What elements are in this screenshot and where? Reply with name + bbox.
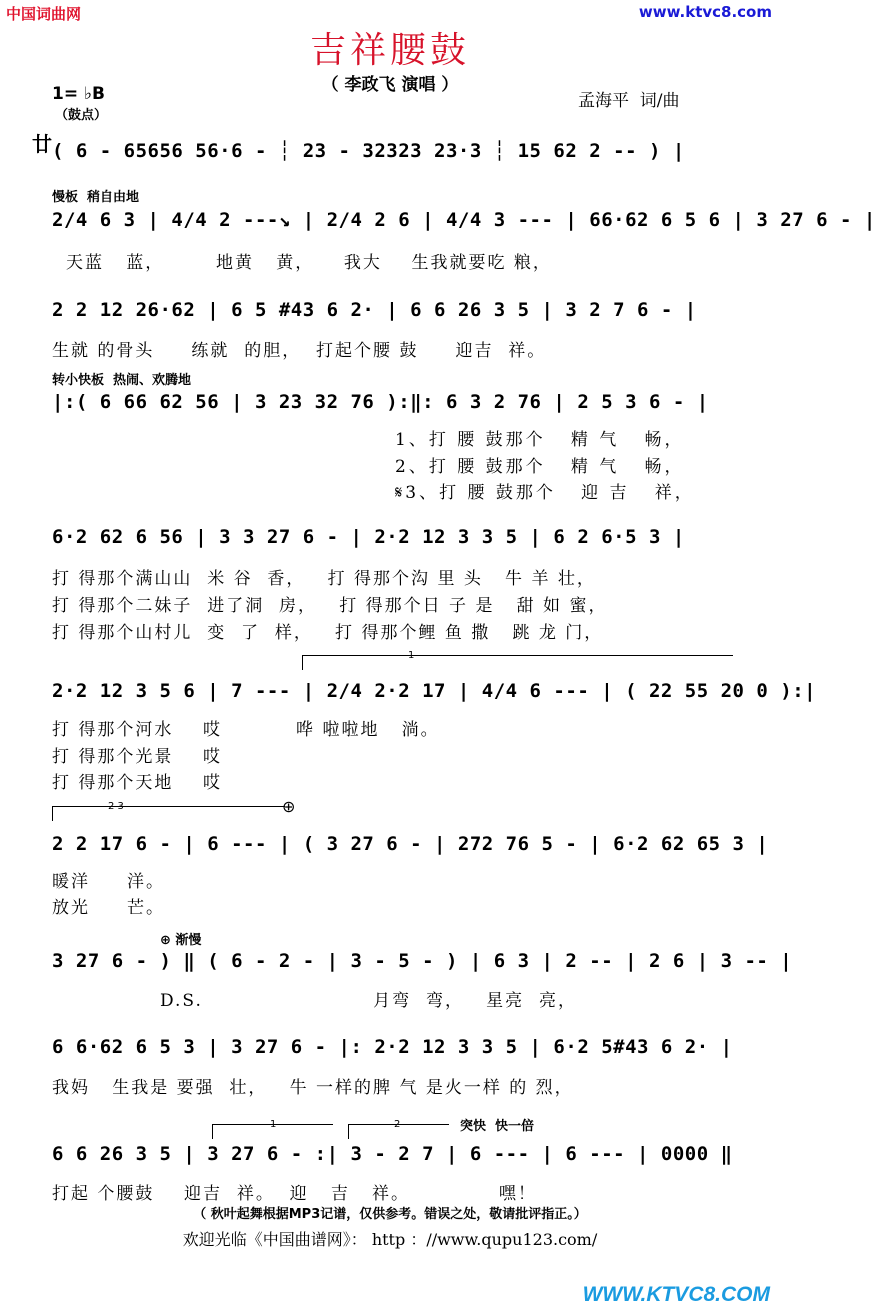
score-line-3: 2 2 12 26·62 | 6 5 #43 6 2· | 6 6 26 3 5 | 3 2 7 6 - |: [52, 299, 697, 321]
volta-label-23: 2 3: [108, 801, 124, 812]
score-line-1: ( 6 - 65656 56·6 - ┆ 23 - 32323 23·3 ┆ 15 62 2 -- ) |: [52, 140, 685, 162]
score-line-6: 2·2 12 3 5 6 | 7 --- | 2/4 2·2 17 | 4/4 6 --- | ( 22 55 20 0 ):|: [52, 680, 817, 702]
tempo-mark-1: 慢板 稍自由地: [52, 190, 140, 205]
volta-label-second-ending: 2: [394, 1119, 401, 1130]
verse-1-lyric: 1、打 腰 鼓那个 精 气 畅，: [395, 430, 685, 450]
verse-2-lyric: 2、打 腰 鼓那个 精 气 畅，: [395, 457, 685, 477]
coda-icon: ⊕: [282, 797, 296, 816]
watermark-right: www.ktvc8.com: [638, 3, 772, 21]
welcome-text: 欢迎光临《中国曲谱网》： http ：//www.qupu123.com/: [182, 1230, 598, 1249]
watermark-bottom: WWW.KTVC8.COM: [582, 1283, 770, 1306]
footnote: （ 秋叶起舞根据MP3记谱，仅供参考。错误之处，敬请批评指正。）: [193, 1207, 587, 1222]
lyric-line-6b: 打 得那个光景 哎: [52, 747, 223, 767]
tempo-mark-4: 突快 快一倍: [460, 1119, 535, 1134]
sa-mark: 廿: [32, 132, 52, 156]
tempo-mark-3: ⊕ 渐慢: [160, 933, 202, 948]
score-line-8: 3 27 6 - ) ‖ ( 6 - 2 - | 3 - 5 - ) | 6 3 | 2 -- | 2 6 | 3 -- |: [52, 950, 793, 972]
score-line-2: 2/4 6 3 | 4/4 2 ---↘ | 2/4 2 6 | 4/4 3 --- | 66·62 6 5 6 | 3 27 6 - |: [52, 209, 876, 231]
lyric-line-10: 打起 个腰鼓 迎吉 祥。 迎 吉 祥。 嘿！: [52, 1184, 537, 1204]
tempo-mark-2: 转小快板 热闹、欢腾地: [52, 373, 192, 388]
score-line-4: |:( 6 66 62 56 | 3 23 32 76 ):‖: 6 3 2 76 | 2 5 3 6 - |: [52, 391, 709, 413]
lyric-line-2: 天蓝 蓝， 地黄 黄， 我大 生我就要吃 粮，: [66, 253, 552, 273]
volta-bracket-1: [302, 655, 733, 670]
drum-note: （鼓点）: [55, 108, 108, 123]
score-line-9: 6 6·62 6 5 3 | 3 27 6 - |: 2·2 12 3 3 5 | 6·2 5#43 6 2· |: [52, 1036, 733, 1058]
score-line-5: 6·2 62 6 56 | 3 3 27 6 - | 2·2 12 3 3 5 | 6 2 6·5 3 |: [52, 526, 685, 548]
lyric-line-7a: 暖洋 洋。: [52, 872, 166, 892]
lyric-line-8: D.S. 月弯 弯， 星亮 亮，: [160, 991, 577, 1011]
volta-bracket-23: [52, 806, 285, 821]
lyric-line-9: 我妈 生我是 要强 壮， 牛 一样的脾 气 是火一样 的 烈，: [52, 1078, 574, 1098]
song-subtitle: （ 李政飞 演唱 ）: [321, 75, 459, 95]
volta-label-first-ending: 1: [270, 1119, 277, 1130]
score-line-10: 6 6 26 3 5 | 3 27 6 - :| 3 - 2 7 | 6 --- | 6 --- | 0000 ‖: [52, 1143, 733, 1165]
verse-3-lyric: 𝄋3、打 腰 鼓那个 迎 吉 祥，: [395, 483, 695, 503]
lyric-line-5a: 打 得那个满山山 米 谷 香， 打 得那个沟 里 头 牛 羊 壮，: [52, 569, 596, 589]
song-title: 吉祥腰鼓: [309, 30, 470, 71]
lyric-line-6c: 打 得那个天地 哎: [52, 773, 223, 793]
lyric-line-6a: 打 得那个河水 哎 哗 啦啦地 淌。: [52, 720, 440, 740]
lyric-line-3: 生就 的骨头 练就 的胆， 打起个腰 鼓 迎吉 祥。: [52, 341, 547, 361]
watermark-left: 中国词曲网: [6, 5, 82, 23]
author: 孟海平 词/曲: [578, 91, 680, 111]
lyric-line-5b: 打 得那个二妹子 进了洞 房， 打 得那个日 子 是 甜 如 蜜，: [52, 596, 608, 616]
key-signature: 1= ♭B: [52, 84, 105, 104]
lyric-line-7b: 放光 芒。: [52, 898, 166, 918]
lyric-line-5c: 打 得那个山村儿 变 了 样， 打 得那个鲤 鱼 撒 跳 龙 门，: [52, 623, 604, 643]
volta-label-1: 1: [408, 650, 415, 661]
score-line-7: 2 2 17 6 - | 6 --- | ( 3 27 6 - | 272 76 5 - | 6·2 62 65 3 |: [52, 833, 769, 855]
